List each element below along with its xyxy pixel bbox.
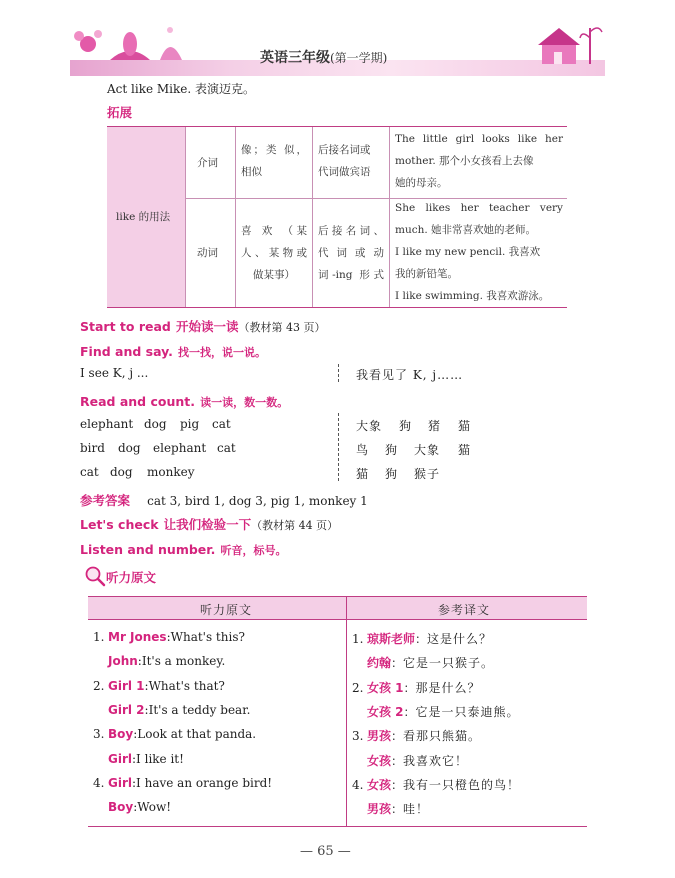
read-and-count-heading: Read and count. 读一读，数一数。 [80, 394, 289, 409]
speaker-name: 女孩 1 [367, 680, 404, 695]
speaker-name: 男孩 [367, 802, 392, 817]
script-line: Girl:I like it! [108, 751, 184, 766]
script-line: 1. Mr Jones:What's this? [93, 630, 245, 644]
act-like-mike-line: Act like Mike. 表演迈克。 [107, 82, 256, 96]
speaker-name: Girl 1 [108, 678, 145, 693]
divider [338, 413, 339, 481]
translation-line: 男孩：哇！ [367, 802, 430, 817]
find-and-say-english: I see K, j ... [80, 366, 149, 380]
speaker-name: Girl [108, 751, 132, 766]
answer-line: 参考答案 cat 3, bird 1, dog 3, pig 1, monkey 1 [80, 493, 368, 508]
speaker-name: 女孩 [367, 753, 392, 768]
translation-line: 女孩 2：它是一只泰迪熊。 [367, 704, 520, 719]
lets-check-heading: Let's check 让我们检验一下（教材第 44 页） [80, 517, 339, 532]
speaker-name: Boy [108, 800, 134, 815]
speaker-name: 男孩 [367, 729, 392, 744]
script-line: Boy:Wow! [108, 800, 172, 815]
example-verb: She likes her teacher very much. 她非常喜欢她的老师。 I like my new pencil. 我喜欢 我的新铅笔。 I like swimming. 我喜欢游泳。 [395, 202, 563, 302]
speaker-name: 女孩 [367, 777, 392, 792]
script-line: 4. Girl:I have an orange bird! [93, 775, 273, 790]
script-heading: 听力原文 [106, 570, 157, 585]
pos-preposition: 介词 [197, 157, 218, 169]
script-line: 3. Boy:Look at that panda. [93, 727, 257, 742]
house-decoration-icon [520, 18, 605, 76]
listen-and-number-heading: Listen and number. 听音，标号。 [80, 542, 287, 557]
extension-heading: 拓展 [107, 105, 133, 120]
translation-line: 约翰：它是一只猴子。 [367, 656, 495, 671]
translation-line: 2. 女孩 1：那是什么？ [352, 680, 481, 695]
speaker-name: John [108, 654, 138, 669]
meaning-preposition: 像；类 似， 相似 [241, 144, 307, 178]
usage-verb: 后接名词、 代 词 或 动 词-ing 形式 [318, 225, 384, 281]
translation-line: 3. 男孩：看那只熊猫。 [352, 729, 482, 744]
divider [338, 364, 339, 382]
header-title: 英语三年级(第一学期) [260, 50, 388, 66]
speaker-name: 女孩 2 [367, 704, 404, 719]
start-to-read-heading: Start to read 开始读一读（教材第 43 页） [80, 319, 326, 334]
translation-line: 4. 女孩：我有一只橙色的鸟！ [352, 777, 521, 792]
table-header-row [88, 597, 587, 620]
usage-preposition: 后接名词或 代词做宾语 [318, 144, 371, 178]
find-and-say-heading: Find and say. 找一找，说一说。 [80, 344, 266, 359]
translation-line: 1. 琼斯老师：这是什么？ [352, 632, 493, 646]
magnifier-icon [84, 565, 106, 587]
like-usage-label: like 的用法 [116, 211, 171, 223]
pos-verb: 动词 [197, 247, 218, 259]
like-usage-table [107, 126, 567, 308]
meaning-verb: 喜 欢 （某 人、某物或 做某事） [241, 225, 307, 281]
script-line: Girl 2:It's a teddy bear. [108, 702, 251, 717]
speaker-name: Boy [108, 727, 134, 742]
column-divider [346, 597, 347, 826]
speaker-name: Mr Jones [108, 630, 167, 644]
example-preposition: The little girl looks like her mother. 那个小女孩看上去像 她的母亲。 [395, 133, 563, 189]
col-header-translation: 参考译文 [438, 603, 491, 617]
script-line: 2. Girl 1:What's that? [93, 678, 225, 693]
speaker-name: 约翰 [367, 656, 392, 671]
find-and-say-chinese: 我看见了 K, j…… [356, 368, 464, 382]
page-number: — 65 — [300, 844, 351, 859]
col-header-script: 听力原文 [200, 603, 253, 617]
listening-script-table [88, 596, 587, 827]
translation-line: 女孩：我喜欢它！ [367, 753, 469, 768]
speaker-name: Girl [108, 775, 132, 790]
page-header [70, 14, 605, 80]
speaker-name: 琼斯老师 [367, 632, 416, 646]
script-line: John:It's a monkey. [108, 654, 226, 669]
speaker-name: Girl 2 [108, 702, 145, 717]
